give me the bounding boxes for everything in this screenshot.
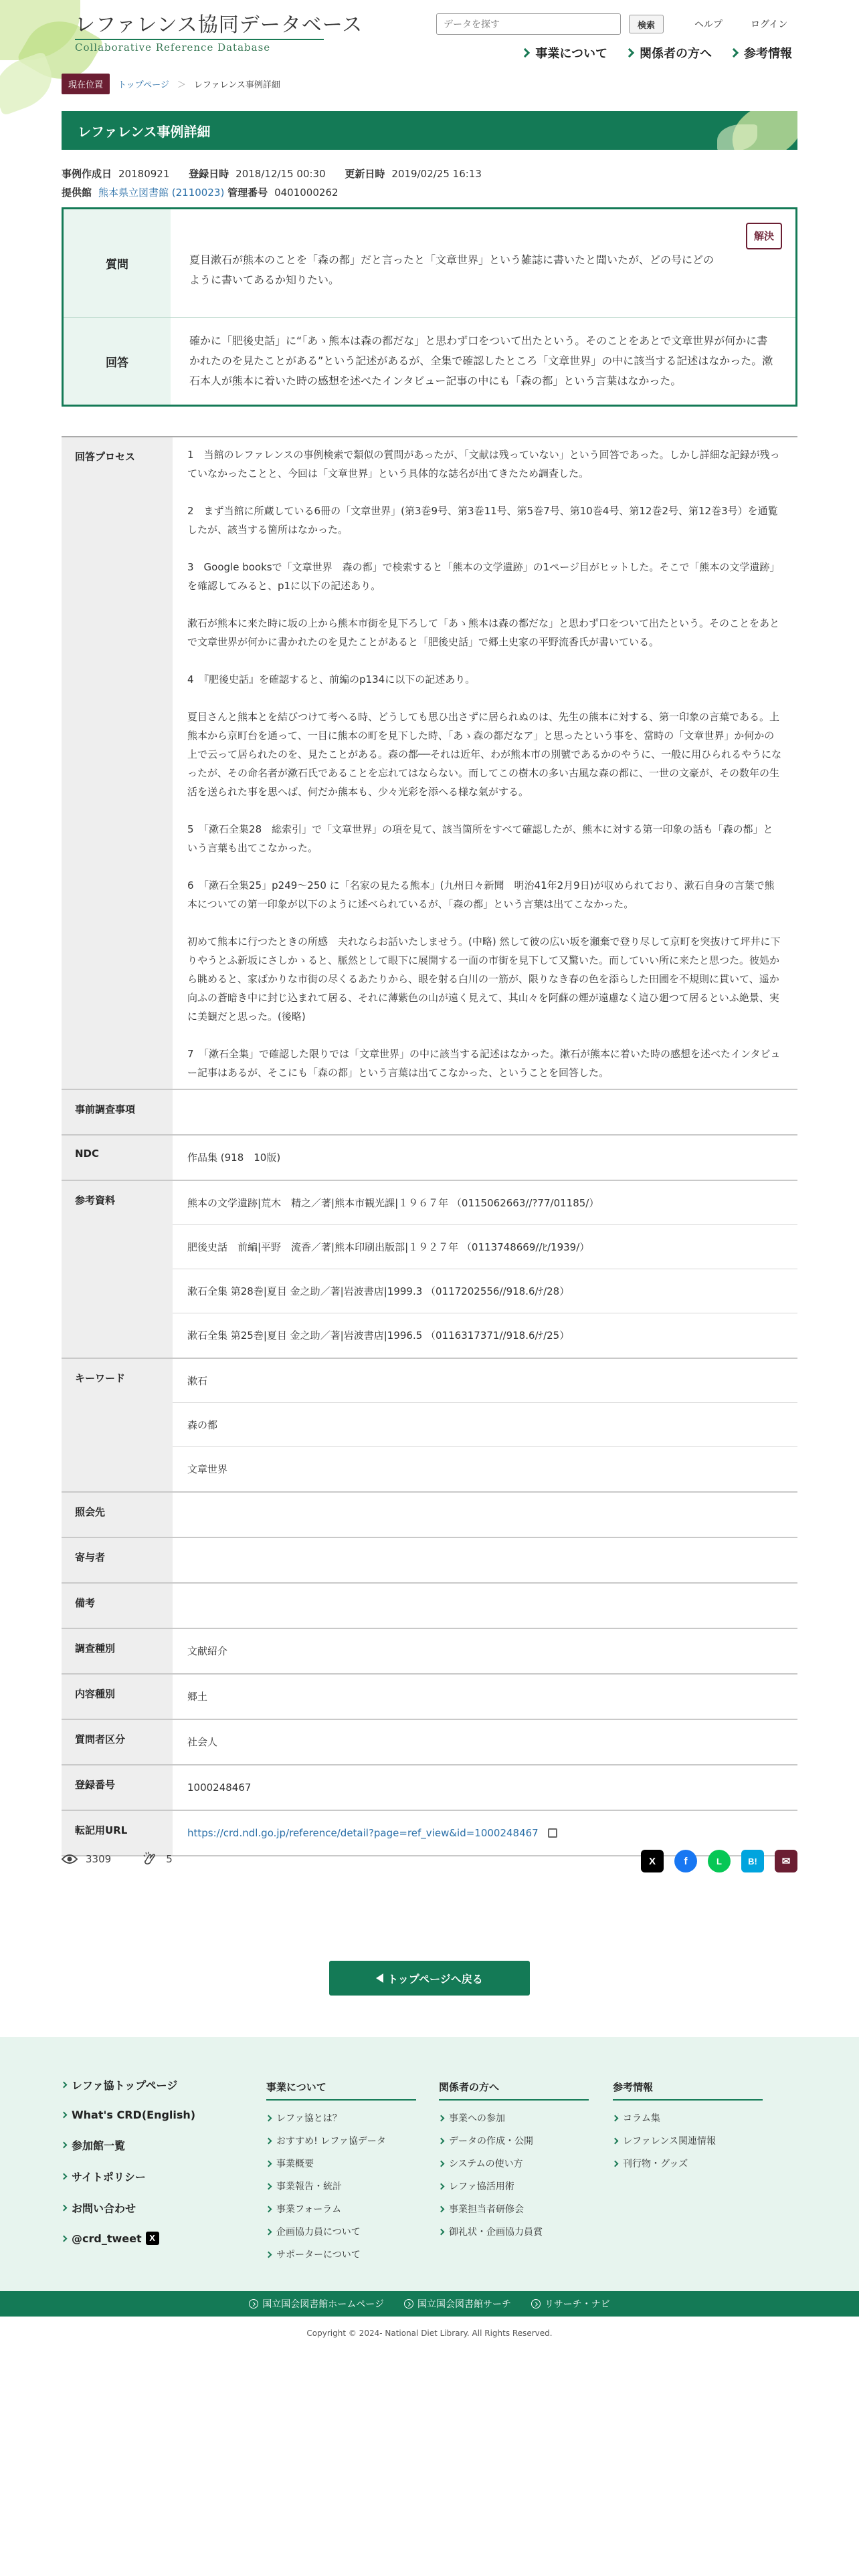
process-label: 回答プロセス — [62, 437, 173, 1089]
references-label: 参考資料 — [62, 1181, 173, 1358]
ndl-search-link[interactable] — [404, 2297, 511, 2311]
footer-column-link[interactable] — [266, 2111, 416, 2125]
footer-link-policy[interactable] — [62, 2169, 195, 2184]
nav-reference-label: 参考情報 — [744, 47, 792, 61]
chevron-right-icon — [266, 2160, 272, 2167]
share-buttons — [641, 1850, 797, 1872]
process-row — [62, 437, 797, 1090]
site-logo[interactable] — [75, 8, 363, 53]
footer-link-contact[interactable] — [62, 2200, 195, 2216]
chevron-right-icon — [61, 2235, 68, 2242]
chevron-right-icon — [612, 2160, 619, 2167]
provider-link[interactable]: 熊本県立図書館 (2110023) — [98, 187, 225, 199]
remarks-label: 備考 — [62, 1584, 173, 1628]
logo-title: レファレンス協同データベース — [75, 13, 363, 37]
footer-column-link-label: コラム集 — [623, 2113, 660, 2124]
registered-value: 2018/12/15 00:30 — [235, 168, 326, 180]
page-title-bar — [62, 111, 797, 150]
pre-survey-row — [62, 1090, 797, 1136]
footer-column-link-label: 刊行物・グッズ — [623, 2159, 688, 2169]
research-navi-link[interactable] — [531, 2297, 610, 2311]
answer-text-cell — [171, 318, 795, 405]
footer-link-label: レファ協トップページ — [72, 2079, 178, 2092]
nav-stakeholders-label: 関係者の方へ — [640, 47, 712, 61]
manage-no-label: 管理番号 — [227, 187, 268, 199]
updated-value: 2019/02/25 16:13 — [391, 168, 482, 180]
remarks-row — [62, 1584, 797, 1629]
reg-no-label: 登録番号 — [62, 1765, 173, 1810]
triangle-left-icon — [376, 1973, 383, 1983]
circle-chevron-icon — [531, 2299, 541, 2309]
copyright: Copyright © 2024- National Diet Library. All Rights Reserved. — [306, 2329, 553, 2338]
created-label: 事例作成日 — [62, 168, 112, 180]
chevron-right-icon — [266, 2251, 272, 2258]
footer-column-link-label: データの作成・公開 — [449, 2136, 533, 2147]
footer-column-reference — [613, 2080, 763, 2179]
view-count-value: 3309 — [86, 1853, 112, 1865]
chevron-right-icon — [438, 2206, 445, 2212]
process-paragraph: 2 まず当館に所蔵している6冊の「文章世界」(第3巻9号、第3巻11号、第5巻7号、第10巻4号、第12巻2号、第12巻3号）を通覧したが、該当する箇所はなかった。 — [187, 505, 778, 536]
contributor-row — [62, 1538, 797, 1584]
chevron-right-icon — [61, 2173, 68, 2180]
back-to-top-button[interactable] — [329, 1961, 530, 1996]
clap-hand-icon — [142, 1851, 158, 1867]
search-input[interactable] — [436, 13, 621, 35]
solved-badge: 解決 — [746, 223, 782, 249]
footer-column-link-label: システムの使い方 — [449, 2159, 523, 2169]
reg-no-row — [62, 1765, 797, 1811]
like-count-value: 5 — [166, 1853, 173, 1865]
created-value: 20180921 — [118, 168, 170, 180]
contributor-value — [173, 1538, 797, 1582]
footer-column-link[interactable] — [266, 2134, 416, 2147]
footer-column-link[interactable] — [439, 2179, 589, 2193]
page-title: レファレンス事例詳細 — [78, 123, 211, 140]
footer-column-link[interactable] — [439, 2157, 589, 2170]
eye-icon — [62, 1854, 78, 1864]
chevron-right-icon — [612, 2115, 619, 2121]
back-to-top-label: トップページへ戻る — [387, 1972, 483, 1985]
keyword-item: 文章世界 — [187, 1463, 228, 1475]
permalink-url[interactable]: https://crd.ndl.go.jp/reference/detail?page=ref_view&id=1000248467 — [187, 1827, 539, 1839]
provider-label: 提供館 — [62, 187, 92, 199]
answer-text: 確かに「肥後史話」に“「あゝ熊本は森の都だな」と思わず口をついて出たという。そのことをあとで文章世界が何かに書かれたのを見たことがある”という記述があるが、全集で確認したところ「文章世界」の中に該当する記述はなかった。漱石本人が熊本に着いた時の感想を述べたインタビュー記事の中にも「森の都」という言葉はなかった。 — [189, 334, 773, 387]
chevron-right-icon — [438, 2115, 445, 2121]
chevron-right-icon — [612, 2137, 619, 2144]
nav-about[interactable] — [522, 44, 607, 62]
content-type-row — [62, 1675, 797, 1720]
keyword-item: 漱石 — [173, 1359, 797, 1403]
chevron-right-icon — [729, 48, 739, 58]
footer-link-top[interactable] — [62, 2077, 195, 2092]
footer-column-link[interactable] — [266, 2202, 416, 2216]
share-mail-button[interactable]: ✉ — [775, 1850, 797, 1872]
help-link[interactable]: ヘルプ — [694, 19, 723, 30]
survey-type-row — [62, 1629, 797, 1675]
site-footer — [0, 2037, 859, 2291]
reg-no-value: 1000248467 — [187, 1782, 252, 1794]
logo-subtitle: Collaborative Reference Database — [75, 39, 324, 53]
ndc-value: 作品集 (918 10版) — [187, 1152, 281, 1164]
ndc-label: NDC — [62, 1136, 173, 1180]
keyword-item: 森の都 — [173, 1403, 797, 1447]
x-logo-icon: X — [146, 2232, 159, 2245]
footer-link-label: What's CRD(English) — [72, 2109, 196, 2121]
contact-value — [173, 1493, 797, 1537]
question-label: 質問 — [64, 209, 171, 317]
view-count — [62, 1853, 111, 1865]
share-hatena-button[interactable]: B! — [741, 1850, 764, 1872]
footer-link-twitter[interactable] — [62, 2232, 195, 2245]
footer-column-link-label: 事業への参加 — [449, 2113, 505, 2124]
updated-label: 更新日時 — [345, 168, 385, 180]
references-row — [62, 1181, 797, 1359]
circle-chevron-icon — [404, 2299, 413, 2309]
questioner-value: 社会人 — [187, 1736, 218, 1748]
footer-column-link-label: レファ協とは？ — [276, 2113, 342, 2124]
detail-table — [62, 436, 797, 1856]
survey-type-value: 文献紹介 — [187, 1645, 228, 1657]
keywords-label: キーワード — [62, 1359, 173, 1491]
ndl-search-label: 国立国会図書館サーチ — [417, 2299, 511, 2310]
questioner-label: 質問者区分 — [62, 1720, 173, 1764]
process-paragraph: 初めて熊本に行つたときの所感 夫れならお話いたしませう。(中略) 然して彼の広い坂を瀬棄で登り尽して京町を突抜けて坪井に下りやうとふ新坂にさしかゝると、脈然として眼下に展開する一面の市街を見下して又驚いた。而していい所に来たと思つた。彼処から眺めると、家ばかりな市街の尽くるあたりから、眼を射る白川の一筋が、限りなき春の色を添らした田圃を不規則に貫いて、遥か向ふの蒼暗き中に封じ込まれて居る、それに薄紫色の山が遠く見えて、其山々を阿蘇の煙が遠慮なく這ひ廻つて居るといふ絶景、実に美観だと思った。(後略) — [187, 936, 781, 1023]
search-button[interactable]: 検索 — [629, 15, 664, 33]
footer-column-link-label: 御礼状・企画協力員賞 — [449, 2227, 543, 2238]
pre-survey-value — [173, 1090, 797, 1134]
research-navi-label: リサーチ・ナビ — [545, 2299, 610, 2310]
footer-column-link[interactable] — [613, 2157, 763, 2170]
case-metadata — [62, 165, 498, 202]
registered-label: 登録日時 — [189, 168, 229, 180]
breadcrumb-home[interactable]: トップページ — [118, 80, 169, 90]
chevron-right-icon — [520, 48, 530, 58]
footer-column-link[interactable] — [613, 2134, 763, 2147]
remarks-value — [173, 1584, 797, 1628]
footer-link-label: @crd_tweet — [72, 2232, 142, 2245]
process-paragraph: 4 『肥後史話』を確認すると、前編のp134に以下の記述あり。 — [187, 673, 476, 685]
footer-column-head: 事業について — [266, 2080, 416, 2101]
process-paragraph: 夏目さんと熊本とを結びつけて考へる時、どうしても思ひ出さずに居られぬのは、先生の熊本に対する、第一印象の言葉である。上熊本から京町台を通って、一目に熊本の町を見下した時、「あゝ森の都だなア」と思ったという事を、當時の「文章世界」か何かの上で云って居られたのを、見たことがある。森の都──それは近年、わが熊本市の別號であるかのやうに、一般に用ひられるやうになったが、その命名者が漱石氏であることを忘れてはならない。而してこの樹木の多い古風な森の都に、一世の文豪が、その数年の生活を送られた事を思へば、何だか熊本も、少々光彩を添へる様な氣がする。 — [187, 711, 782, 798]
footer-main-links — [62, 2077, 195, 2261]
ndc-row — [62, 1136, 797, 1181]
main-nav — [522, 44, 792, 62]
process-paragraph: 漱石が熊本に来た時に坂の上から熊本市街を見下ろして「あゝ熊本は森の都だな」と思わず口をついて出たという。そのことをあとで文章世界が何かに書かれたのを見たことがあると「肥後史話」で郷土史家の平野流香氏が書いている。 — [187, 617, 780, 648]
process-paragraph: 3 Google booksで「文章世界 森の都」で検索すると「熊本の文学遺跡」の1ページ目がヒットした。そこで「熊本の文学遺跡」を確認してみると、p1に以下の記述あり。 — [187, 561, 780, 592]
contributor-label: 寄与者 — [62, 1538, 173, 1582]
footer-link-libraries[interactable] — [62, 2137, 195, 2153]
footer-column-link-label: おすすめ! レファ協データ — [276, 2136, 386, 2147]
question-text-cell — [171, 209, 795, 317]
chevron-right-icon — [625, 48, 634, 58]
like-count[interactable] — [142, 1851, 173, 1867]
footer-column-link[interactable] — [266, 2179, 416, 2193]
footer-column-link[interactable] — [266, 2225, 416, 2238]
share-facebook-button[interactable]: f — [674, 1850, 697, 1872]
footer-link-label: お問い合わせ — [72, 2202, 136, 2215]
footer-column-link[interactable] — [439, 2202, 589, 2216]
contact-label: 照会先 — [62, 1493, 173, 1537]
current-location-badge: 現在位置 — [62, 74, 110, 94]
footer-column-link-label: レファ協活用術 — [449, 2181, 514, 2192]
process-paragraph: 5 「漱石全集28 総索引」で「文章世界」の項を見て、該当箇所をすべて確認したが、熊本に対する第一印象の話も「森の都」という言葉も出てこなかった。 — [187, 823, 773, 854]
footer-link-label: 参加館一覧 — [72, 2139, 126, 2152]
reference-item: 漱石全集 第25巻|夏目 金之助／著|岩波書店|1996.5 （0116317371//918.6/ﾅ/25） — [187, 1329, 570, 1341]
questioner-row — [62, 1720, 797, 1765]
footer-column-link-label: 企画協力員について — [276, 2227, 361, 2238]
chevron-right-icon — [61, 2082, 68, 2088]
footer-column-link[interactable] — [613, 2111, 763, 2125]
footer-column-about — [266, 2080, 416, 2270]
chevron-right-icon — [266, 2183, 272, 2189]
process-paragraph: 6 「漱石全集25」p249〜250 に「名家の見たる熊本」(九州日々新聞 明治41年2月9日)が収められており、漱石自身の言葉で熊本についての第一印象が以下のように述べられているが、「森の都」という言葉は出てこなかった。 — [187, 879, 775, 910]
pre-survey-label: 事前調査事項 — [62, 1090, 173, 1134]
url-cell — [173, 1811, 797, 1855]
nav-reference[interactable] — [731, 44, 792, 62]
content-type-label: 内容種別 — [62, 1675, 173, 1719]
ndl-home-link[interactable] — [249, 2297, 384, 2311]
process-content — [173, 437, 797, 1089]
chevron-right-icon — [438, 2160, 445, 2167]
question-row — [64, 209, 795, 318]
footer-column-stakeholders — [439, 2080, 589, 2248]
reference-item: 肥後史話 前編|平野 流香／著|熊本印刷出版部|１９２７年 （0113748669//ﾋ/1939/） — [173, 1225, 797, 1269]
footer-column-link-label: 事業報告・統計 — [276, 2181, 342, 2192]
chevron-right-icon — [438, 2183, 445, 2189]
breadcrumb-separator-icon: ＞ — [177, 80, 186, 90]
footer-column-link-label: 事業フォーラム — [276, 2204, 342, 2215]
question-text: 夏目漱石が熊本のことを「森の都」だと言ったと「文章世界」という雑誌に書いたと聞いたが、どの号にどのように書いてあるか知りたい。 — [189, 253, 714, 286]
chevron-right-icon — [266, 2115, 272, 2121]
footer-column-link[interactable] — [439, 2111, 589, 2125]
footer-column-head: 関係者の方へ — [439, 2080, 589, 2101]
share-line-button[interactable]: L — [708, 1850, 731, 1872]
process-paragraph: 7 「漱石全集」で確認した限りでは「文章世界」の中に該当する記述はなかった。漱石が熊本に着いた時の感想を述べたインタビュー記事はあるが、そこにも「森の都」という言葉は出てこなかった、ということを回答した。 — [187, 1048, 781, 1079]
footer-column-link[interactable] — [266, 2157, 416, 2170]
site-header — [0, 0, 859, 100]
footer-column-link[interactable] — [439, 2134, 589, 2147]
login-link[interactable]: ログイン — [751, 19, 788, 30]
chevron-right-icon — [266, 2206, 272, 2212]
footer-link-english[interactable] — [62, 2109, 195, 2121]
footer-column-link-label: 事業概要 — [276, 2159, 314, 2169]
footer-column-link-label: サポーターについて — [276, 2250, 361, 2260]
survey-type-label: 調査種別 — [62, 1629, 173, 1673]
chevron-right-icon — [61, 2112, 68, 2119]
reference-item: 漱石全集 第28巻|夏目 金之助／著|岩波書店|1999.3 （0117202556//918.6/ﾅ/28） — [173, 1269, 797, 1313]
keywords-row — [62, 1359, 797, 1493]
chevron-right-icon — [61, 2205, 68, 2212]
chevron-right-icon — [266, 2137, 272, 2144]
question-answer-box — [62, 207, 797, 407]
content-type-value: 郷土 — [187, 1691, 208, 1703]
circle-chevron-icon — [249, 2299, 258, 2309]
footer-external-links — [0, 2291, 859, 2317]
manage-no-value: 0401000262 — [274, 187, 339, 199]
breadcrumb-current: レファレンス事例詳細 — [193, 80, 280, 90]
share-x-button[interactable]: X — [641, 1850, 664, 1872]
chevron-right-icon — [266, 2228, 272, 2235]
chevron-right-icon — [438, 2137, 445, 2144]
chevron-right-icon — [61, 2142, 68, 2149]
footer-column-link[interactable] — [439, 2225, 589, 2238]
process-paragraph: 1 当館のレファレンスの事例検索で類似の質問があったが、「文献は残っていない」という回答であった。しかし詳細な記録が残っていなかったことと、今回は「文章世界」という具体的な誌名が出てきたため調査した。 — [187, 449, 780, 479]
footer-column-link[interactable] — [266, 2248, 416, 2261]
footer-column-link-label: 事業担当者研修会 — [449, 2204, 524, 2215]
breadcrumb — [62, 74, 280, 94]
answer-label: 回答 — [64, 318, 171, 405]
stats-bar — [62, 1851, 173, 1867]
answer-row — [64, 318, 795, 405]
nav-stakeholders[interactable] — [626, 44, 712, 62]
footer-column-link-label: レファレンス関連情報 — [623, 2136, 716, 2147]
ndl-home-label: 国立国会図書館ホームページ — [262, 2299, 384, 2310]
footer-column-head: 参考情報 — [613, 2080, 763, 2101]
contact-row — [62, 1493, 797, 1538]
footer-link-label: サイトポリシー — [72, 2171, 146, 2183]
reference-item: 熊本の文学遺跡|荒木 精之／著|熊本市観光課|１９６７年 （0115062663//?77/01185/） — [173, 1181, 797, 1225]
nav-about-label: 事業について — [535, 47, 607, 61]
url-label: 転記用URL — [62, 1811, 173, 1855]
copy-icon[interactable] — [548, 1828, 557, 1838]
chevron-right-icon — [438, 2228, 445, 2235]
